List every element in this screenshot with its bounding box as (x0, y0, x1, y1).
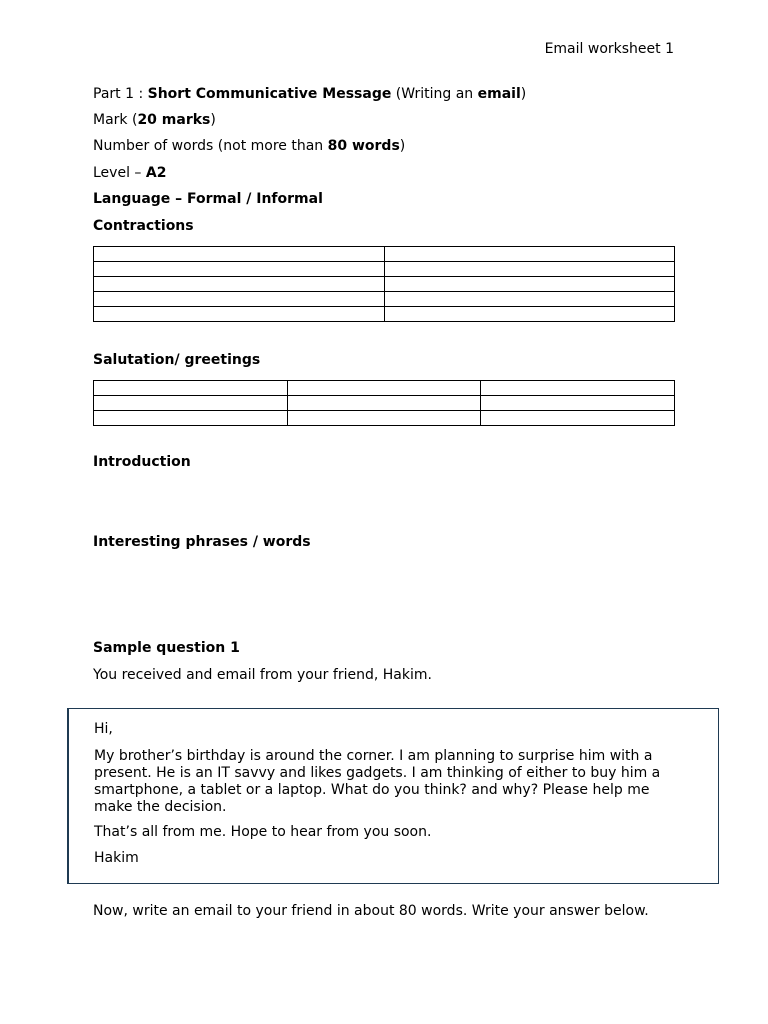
table-row (94, 262, 675, 277)
table-cell[interactable] (94, 307, 385, 322)
table-row (94, 277, 675, 292)
mark-suffix: ) (210, 112, 216, 128)
table-cell[interactable] (94, 396, 288, 411)
mark-prefix: Mark ( (93, 112, 138, 128)
part-title: Short Communicative Message (147, 86, 392, 102)
part-paren-close: ) (520, 86, 527, 102)
level-line (93, 165, 166, 181)
email-body: My brother’s birthday is around the corner. I am planning to surprise him with a present. He is an IT savvy and likes gadgets. I am thinking of either to buy him a smartphone, a tablet or a laptop. What do you think? and why? Please help me make the decision. (94, 748, 661, 815)
table-cell[interactable] (287, 411, 481, 426)
words-line (93, 138, 405, 154)
worksheet-header: Email worksheet 1 (544, 41, 674, 57)
table-cell[interactable] (94, 277, 385, 292)
table-cell[interactable] (287, 381, 481, 396)
table-row (94, 247, 675, 262)
words-bold: 80 words (327, 138, 400, 154)
table-cell[interactable] (94, 381, 288, 396)
table-cell[interactable] (287, 396, 481, 411)
table-cell[interactable] (384, 292, 675, 307)
salutation-heading: Salutation/ greetings (93, 352, 261, 368)
contractions-heading: Contractions (93, 218, 194, 234)
table-cell[interactable] (94, 262, 385, 277)
part-line (93, 86, 526, 102)
email-signature: Hakim (94, 850, 139, 866)
language-heading: Language – Formal / Informal (93, 191, 323, 207)
part-paren-bold: email (477, 86, 521, 102)
table-cell[interactable] (384, 262, 675, 277)
email-closing: That’s all from me. Hope to hear from you soon. (94, 824, 432, 840)
email-greeting: Hi, (94, 721, 113, 737)
phrases-heading: Interesting phrases / words (93, 534, 311, 550)
table-cell[interactable] (384, 307, 675, 322)
table-cell[interactable] (384, 277, 675, 292)
level-bold: A2 (145, 165, 167, 181)
sample-intro: You received and email from your friend, Hakim. (93, 667, 432, 683)
level-prefix: Level – (93, 165, 146, 181)
table-row (94, 381, 675, 396)
mark-line (93, 112, 216, 128)
table-cell[interactable] (384, 247, 675, 262)
words-prefix: Number of words (not more than (93, 138, 328, 154)
sample-question-heading: Sample question 1 (93, 640, 240, 656)
table-row (94, 411, 675, 426)
email-box (67, 708, 719, 884)
table-cell[interactable] (94, 247, 385, 262)
table-cell[interactable] (94, 292, 385, 307)
table-cell[interactable] (481, 396, 675, 411)
table-row (94, 292, 675, 307)
table-row (94, 396, 675, 411)
table-cell[interactable] (481, 381, 675, 396)
part-paren-open: (Writing an (391, 86, 478, 102)
salutation-table (93, 380, 675, 426)
contractions-table (93, 246, 675, 322)
table-row (94, 307, 675, 322)
table-cell[interactable] (94, 411, 288, 426)
words-suffix: ) (399, 138, 406, 154)
table-cell[interactable] (481, 411, 675, 426)
mark-bold: 20 marks (137, 112, 211, 128)
introduction-heading: Introduction (93, 454, 191, 470)
part-prefix: Part 1 : (93, 86, 148, 102)
instruction: Now, write an email to your friend in about 80 words. Write your answer below. (93, 903, 649, 919)
